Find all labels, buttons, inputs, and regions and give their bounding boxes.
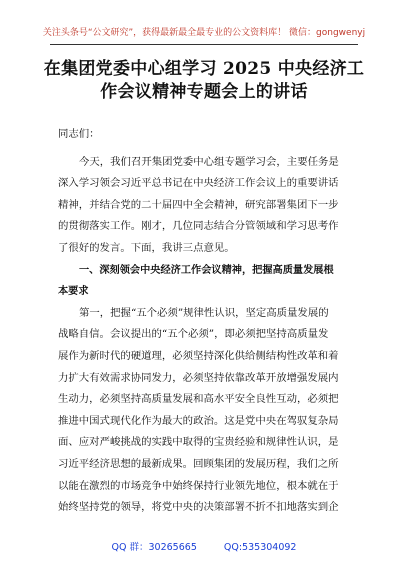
paragraph-line: 的贯彻落实工作。刚才，几位同志结合分管领域和学习思考作 [58, 220, 339, 233]
paragraph-line: 力扩大有效需求协同发力，必须坚持依靠改革开放增强发展内 [58, 371, 339, 384]
paragraph-line: 战略自信。会议提出的“五个必须”，即必须把坚持高质量发 [58, 328, 329, 341]
document-title [0, 58, 408, 104]
title-line: 在集团党委中心组学习 2025 中央经济工 [43, 59, 365, 79]
paragraph-line: 以能在激烈的市场竞争中始终保持行业领先地位，根本就在于 [58, 479, 339, 492]
paragraph-line: 推进中国式现代化作为最大的政治。这是党中央在驾驭复杂局 [58, 414, 339, 427]
header-divider [50, 44, 358, 45]
section-heading: 本要求 [58, 286, 89, 298]
paragraph-line: 今天，我们召开集团党委中心组专题学习会，主要任务是 [79, 155, 339, 168]
greeting: 同志们： [58, 128, 100, 140]
paragraph-line: 精神，并结合党的二十届四中全会精神，研究部署集团下一步 [58, 198, 339, 211]
footer-qq-group: QQ 群：30265665 [111, 542, 197, 553]
document-body [58, 124, 354, 519]
paragraph-line: 第一，把握“五个必须”规律性认识，坚定高质量发展的 [79, 306, 329, 319]
paragraph-line: 习近平经济思想的最新成果。回顾集团的发展历程，我们之所 [58, 457, 339, 470]
paragraph-line: 展作为新时代的硬道理，必须坚持深化供给侧结构性改革和着 [58, 349, 339, 362]
footer-qq: QQ:535304092 [223, 542, 297, 553]
title-line: 作会议精神专题会上的讲话 [100, 82, 308, 102]
paragraph-line: 始终坚持党的领导，将党中央的决策部署不折不扣地落实到企 [58, 501, 339, 514]
header-banner: 关注头条号“公文研究”，获得最新最全最专业的公文资料库！ 微信：gongwenyj [42, 28, 366, 38]
paragraph-line: 了很好的发言。下面，我讲三点意见。 [58, 241, 235, 254]
footer-contact [0, 539, 408, 553]
paragraph-line: 生动力，必须坚持高质量发展和高水平安全良性互动，必须把 [58, 393, 339, 406]
section-heading: 一、深刻领会中央经济工作会议精神，把握高质量发展根 [79, 264, 334, 276]
paragraph-line: 深入学习领会习近平总书记在中央经济工作会议上的重要讲话 [58, 177, 339, 190]
paragraph-line: 面、应对严峻挑战的实践中取得的宝贵经验和规律性认识，是 [58, 436, 339, 449]
